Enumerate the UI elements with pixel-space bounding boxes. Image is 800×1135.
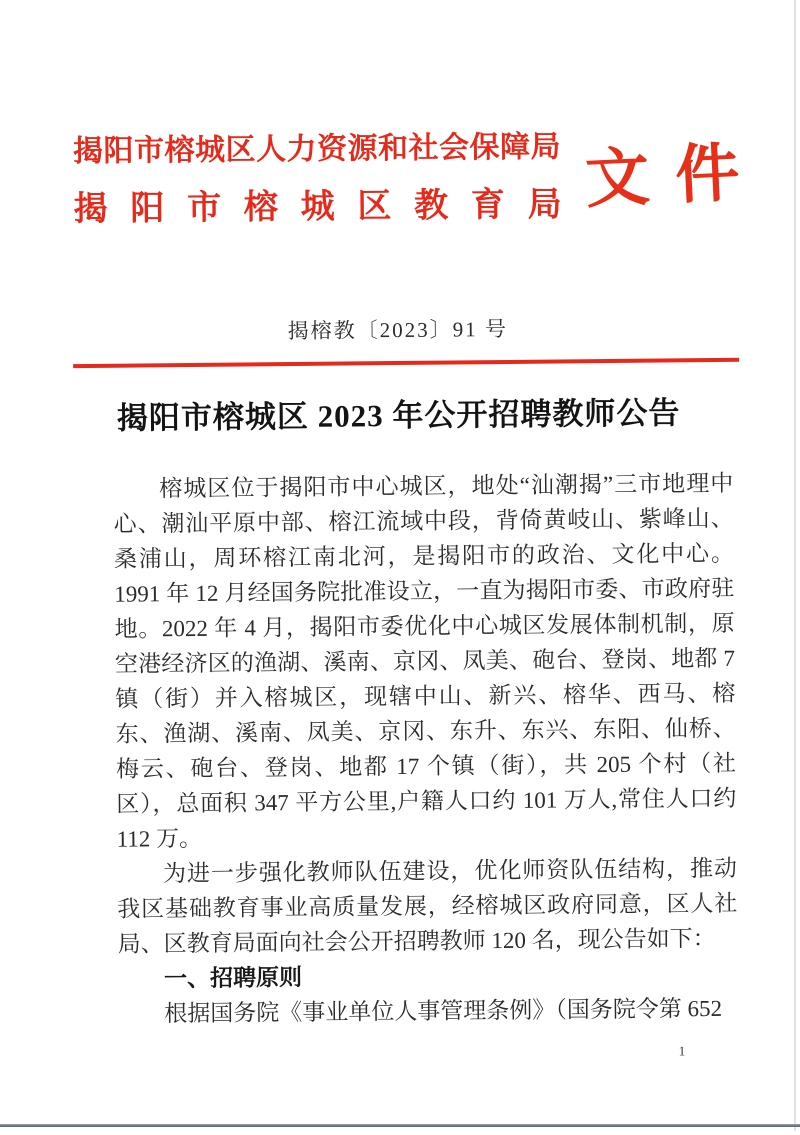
agency-name-line1: 揭阳市榕城区人力资源和社会保障局 — [72, 130, 562, 169]
page-number: 1 — [678, 1043, 686, 1059]
scan-right-edge — [794, 0, 796, 1131]
red-separator-line — [73, 358, 739, 368]
red-header — [72, 128, 767, 230]
body-paragraph-purpose: 为进一步强化教师队伍建设，优化师资队伍结构，推动我区基础教育事业高质量发展，经榕城区政府同意，区人社局、区教育局面向社会公开招聘教师 120 名，现公告如下： — [117, 855, 738, 957]
issuing-agencies — [73, 129, 562, 230]
document-title: 揭阳市榕城区 2023 年公开招聘教师公告 — [116, 395, 681, 436]
body-paragraph-legal-basis: 根据国务院《事业单位人事管理条例》（国务院令第 652 — [164, 995, 723, 1027]
document-reference-number: 揭榕教〔2023〕91 号 — [287, 316, 509, 344]
agency-name-line2: 揭阳市榕城区教育局 — [73, 186, 562, 229]
document-body — [113, 466, 738, 1032]
body-paragraph-intro: 榕城区位于揭阳市中心城区，地处“汕潮揭”三市地理中心、潮汕平原中部、榕江流域中段，背倚黄岐山、紫峰山、桑浦山，周环榕江南北河，是揭阳市的政治、文化中心。1991 年 12 月经国务院批准设立，一直为揭阳市委、市政府驻地。2022 年 4 月，揭阳市委优化中心城区发展体制机制，原空港经济区的渔湖、溪南、京冈、凤美、砲台、登岗、地都 7 镇（街）并入榕城区，现辖中山、新兴、榕华、西马、榕东、渔湖、溪南、凤美、京冈、东升、东兴、东阳、仙桥、梅云、砲台、登岗、地都 17 个镇（街），共 205 个村（社区），总面积 347 平方公里,户籍人口约 101 万人,常住人口约 112 万。 — [113, 470, 737, 852]
doc-type-label: 文件 — [583, 136, 767, 216]
scan-bottom-edge — [0, 1124, 800, 1127]
section-heading-recruitment-principles: 一、招聘原则 — [163, 963, 303, 992]
